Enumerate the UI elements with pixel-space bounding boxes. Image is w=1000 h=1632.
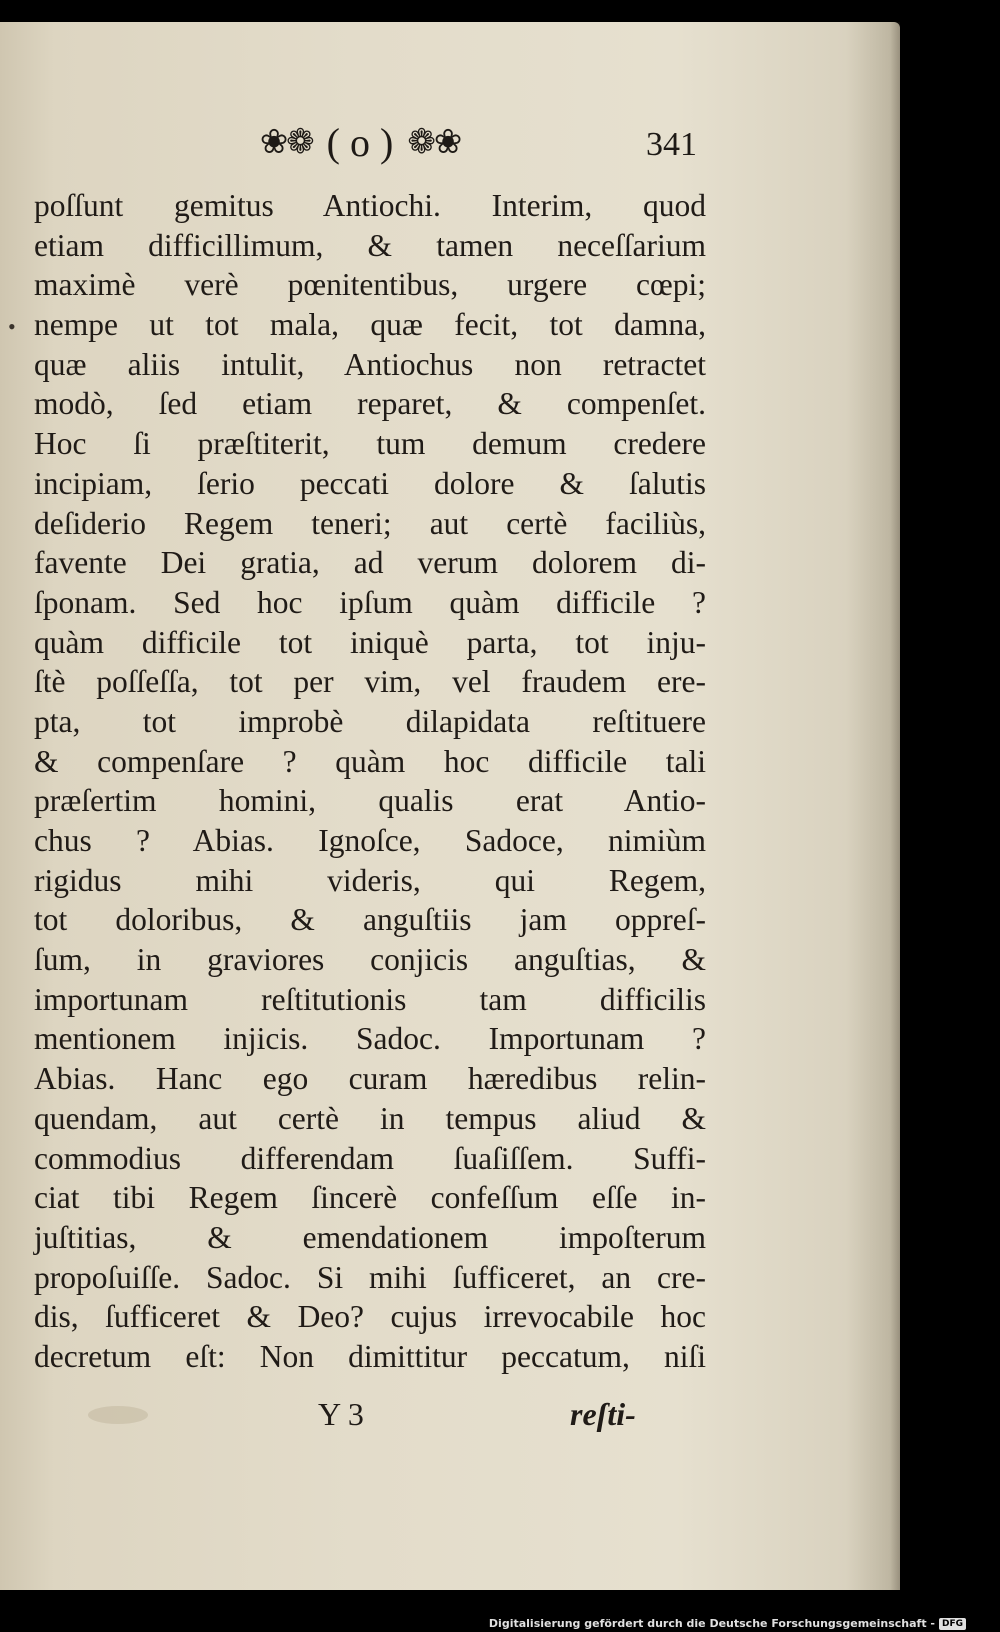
dfg-logo-icon: DFG [939, 1618, 966, 1630]
text-line: & compenſare ? quàm hoc difficile tali [34, 743, 706, 779]
text-line: propoſuiſſe. Sadoc. Si mihi ſufficeret, an cre- [34, 1259, 706, 1295]
book-page [0, 22, 900, 1590]
text-line: juſtitias, & emendationem impoſterum [34, 1219, 706, 1255]
text-line: ſum, in graviores conjicis anguſtias, & [34, 942, 706, 978]
page-number: 341 [646, 126, 697, 163]
header-ornament [230, 118, 490, 166]
text-line: Abias. Hanc ego curam hæredibus relin- [34, 1061, 706, 1097]
text-line: favente Dei gratia, ad verum dolorem di- [34, 545, 706, 581]
ornament-left-icon: ❀❁ [259, 122, 313, 162]
text-line: decretum eſt: Non dimittitur peccatum, niſi [34, 1338, 706, 1374]
text-line: quàm difficile tot iniquè parta, tot inju- [34, 624, 706, 660]
ornament-center: ( o ) [326, 119, 394, 165]
text-line: Hoc ſi præſtiterit, tum demum credere [34, 426, 706, 462]
text-line: præſertim homini, qualis erat Antio- [34, 783, 706, 819]
text-line: modò, ſed etiam reparet, & compenſet. [34, 386, 706, 422]
text-line: importunam reſtitutionis tam difficilis [34, 981, 706, 1017]
body-text [34, 186, 706, 1377]
text-line: ſponam. Sed hoc ipſum quàm difficile ? [34, 584, 706, 620]
text-line: rigidus mihi videris, qui Regem, [34, 862, 706, 898]
page-header [0, 118, 900, 178]
text-line: deſiderio Regem teneri; aut certè faciliùs, [34, 505, 706, 541]
text-line: mentionem injicis. Sadoc. Importunam ? [34, 1021, 706, 1057]
ornament-right-icon: ❁❀ [407, 122, 461, 162]
page-edge-shadow [890, 22, 900, 1590]
text-line: chus ? Abias. Ignoſce, Sadoce, nimiùm [34, 823, 706, 858]
signature-mark: Y 3 [318, 1396, 364, 1432]
text-line: maximè verè pœnitentibus, urgere cœpi; [34, 267, 706, 303]
text-line: tot doloribus, & anguſtiis jam oppreſ- [34, 902, 706, 938]
text-line: poſſunt gemitus Antiochi. Interim, quod [34, 188, 706, 223]
text-line: quæ aliis intulit, Antiochus non retractet [34, 346, 706, 382]
digitization-credit [489, 1617, 966, 1630]
text-line: ciat tibi Regem ſincerè confeſſum eſſe in- [34, 1180, 706, 1216]
text-line: pta, tot improbè dilapidata reſtituere [34, 703, 706, 739]
text-line: nempe ut tot mala, quæ fecit, tot damna, [34, 307, 706, 343]
text-line: etiam difficillimum, & tamen neceſſarium [34, 227, 706, 263]
text-line: ſtè poſſeſſa, tot per vim, vel fraudem ere- [34, 664, 706, 700]
text-line: incipiam, ſerio peccati dolore & ſalutis [34, 465, 706, 501]
text-line: commodius differendam ſuaſiſſem. Suffi- [34, 1140, 706, 1176]
margin-marker: • [8, 314, 16, 339]
page-footer [0, 1396, 900, 1440]
ink-stain [88, 1406, 148, 1424]
credit-text: Digitalisierung gefördert durch die Deutsche Forschungsgemeinschaft - [488, 1617, 935, 1630]
text-line: quendam, aut certè in tempus aliud & [34, 1100, 706, 1136]
text-line: dis, ſufficeret & Deo? cujus irrevocabile hoc [34, 1299, 706, 1335]
catchword: reſti- [570, 1396, 636, 1432]
